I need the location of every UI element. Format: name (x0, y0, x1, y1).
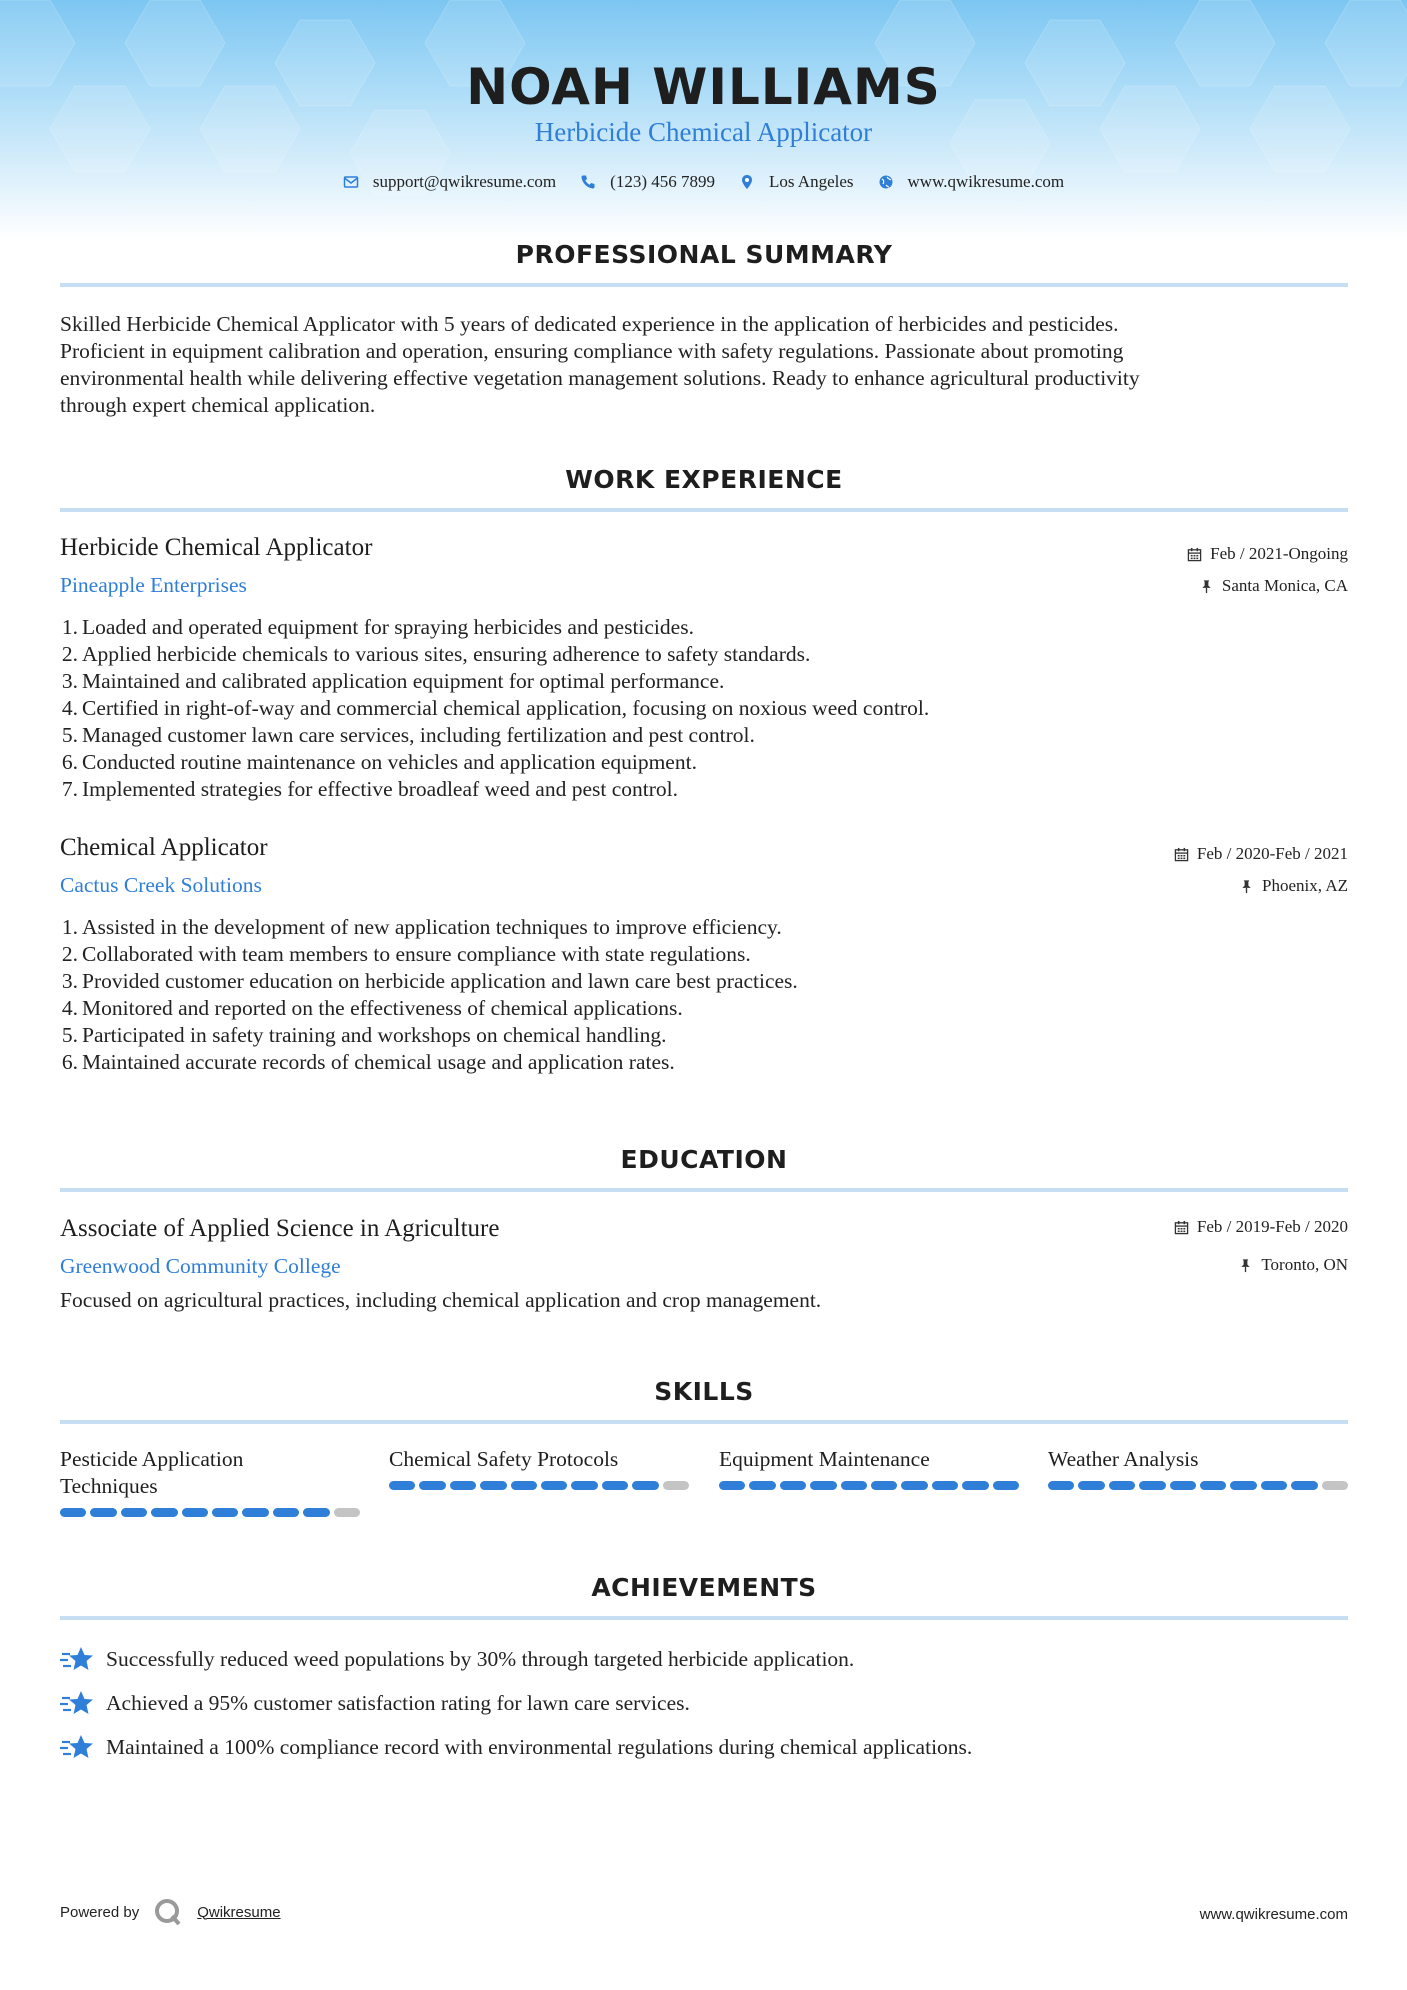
summary-text (60, 311, 1350, 419)
skill-item (1048, 1446, 1348, 1490)
skill-segment (303, 1508, 329, 1517)
skill-segment (242, 1508, 268, 1517)
skill-segment (212, 1508, 238, 1517)
company-name: Cactus Creek Solutions (60, 873, 262, 897)
list-item: 3. Provided customer education on herbicide application and lawn care best practices. (61, 969, 798, 993)
degree-title: Associate of Applied Science in Agriculture (60, 1215, 500, 1242)
company-name: Pineapple Enterprises (60, 573, 247, 597)
section-title-skills: SKILLS (654, 1377, 754, 1406)
divider (60, 1188, 1348, 1192)
brand-link[interactable]: Qwikresume (197, 1903, 281, 1921)
list-item: 5. Participated in safety training and workshops on chemical handling. (61, 1023, 667, 1047)
skill-segment (480, 1481, 506, 1490)
skill-name: Equipment Maintenance (719, 1447, 930, 1471)
location-text: Toronto, ON (1261, 1255, 1348, 1274)
skill-segment (1078, 1481, 1104, 1490)
phone-icon (580, 174, 596, 190)
divider (60, 508, 1348, 512)
footer-powered-by (60, 1897, 281, 1927)
contact-website[interactable] (878, 172, 1065, 192)
location-text: Phoenix, AZ (1262, 876, 1348, 895)
skill-segment (932, 1481, 958, 1490)
list-item: 5. Managed customer lawn care services, including fertilization and pest control. (61, 723, 755, 747)
dates-text: Feb / 2019-Feb / 2020 (1196, 1217, 1348, 1236)
education-location (1238, 1255, 1348, 1275)
skill-segment (334, 1508, 360, 1517)
section-title-summary: PROFESSIONAL SUMMARY (515, 240, 893, 269)
skill-segment (780, 1481, 806, 1490)
skill-segment (419, 1481, 445, 1490)
education-dates (1174, 1217, 1348, 1237)
skill-segment (60, 1508, 86, 1517)
skill-name: Weather Analysis (1048, 1447, 1199, 1471)
dates-text: Feb / 2021-Ongoing (1210, 544, 1348, 563)
summary-line: Proficient in equipment calibration and operation, ensuring compliance with safety regulations. Passionate about promoting (60, 339, 1124, 363)
powered-by-label: Powered by (60, 1903, 140, 1921)
skill-item (60, 1446, 360, 1517)
contact-bar (0, 172, 1407, 192)
skill-segment (719, 1481, 745, 1490)
skill-segment (810, 1481, 836, 1490)
achievement-text: Maintained a 100% compliance record with environmental regulations during chemical applications. (106, 1734, 973, 1759)
job-location (1239, 876, 1348, 896)
skill-segment (1322, 1481, 1348, 1490)
star-icon (60, 1689, 94, 1717)
list-item: 4. Certified in right-of-way and commercial chemical application, focusing on noxious weed control. (61, 696, 930, 720)
divider (60, 283, 1348, 287)
summary-line: Skilled Herbicide Chemical Applicator with 5 years of dedicated experience in the application of herbicides and pesticides. (60, 312, 1119, 336)
skill-segment (121, 1508, 147, 1517)
skill-item (389, 1446, 689, 1490)
dates-text: Feb / 2020-Feb / 2021 (1196, 844, 1348, 863)
job-location (1199, 576, 1348, 596)
email-text: support@qwikresume.com (372, 172, 557, 191)
location-text: Santa Monica, CA (1221, 576, 1348, 595)
summary-line: environmental health while delivering effective vegetation management solutions. Ready to enhance agricultural productivity (60, 366, 1140, 390)
pushpin-icon (1238, 1258, 1253, 1273)
pushpin-icon (1239, 879, 1254, 894)
job-dates (1174, 844, 1348, 864)
skill-level-bar (719, 1481, 1019, 1490)
skill-segment (151, 1508, 177, 1517)
section-title-education: EDUCATION (620, 1145, 788, 1174)
map-pin-icon (739, 174, 755, 190)
achievement-item (60, 1689, 690, 1717)
skill-segment (749, 1481, 775, 1490)
job-responsibilities (54, 914, 1254, 1076)
skill-segment (632, 1481, 658, 1490)
school-name: Greenwood Community College (60, 1254, 341, 1278)
pushpin-icon (1199, 579, 1214, 594)
skill-level-bar (1048, 1481, 1348, 1490)
skill-segment (450, 1481, 476, 1490)
skill-segment (511, 1481, 537, 1490)
footer-website-link[interactable]: www.qwikresume.com (1199, 1906, 1348, 1923)
achievement-item (60, 1733, 972, 1761)
skill-segment (1261, 1481, 1287, 1490)
candidate-name: NOAH WILLIAMS (466, 58, 941, 116)
education-description: Focused on agricultural practices, including chemical application and crop management. (60, 1288, 822, 1312)
skill-segment (1139, 1481, 1165, 1490)
envelope-icon (343, 174, 359, 190)
job-title: Chemical Applicator (60, 834, 268, 861)
list-item: 1. Loaded and operated equipment for spraying herbicides and pesticides. (61, 615, 694, 639)
skill-level-bar (60, 1508, 360, 1517)
phone-text: (123) 456 7899 (610, 172, 715, 191)
skill-segment (1109, 1481, 1135, 1490)
skill-segment (1291, 1481, 1317, 1490)
achievement-text: Successfully reduced weed populations by 30% through targeted herbicide application. (106, 1646, 855, 1671)
skill-segment (541, 1481, 567, 1490)
skill-name: Chemical Safety Protocols (389, 1447, 619, 1471)
skill-segment (182, 1508, 208, 1517)
job-dates (1187, 544, 1348, 564)
skill-name: Pesticide Application Techniques (60, 1447, 244, 1498)
contact-email[interactable] (343, 172, 556, 192)
divider (60, 1420, 1348, 1424)
contact-location (739, 172, 854, 192)
skill-segment (1200, 1481, 1226, 1490)
achievement-text: Achieved a 95% customer satisfaction rating for lawn care services. (106, 1690, 690, 1715)
list-item: 3. Maintained and calibrated application equipment for optimal performance. (61, 669, 725, 693)
job-responsibilities (54, 614, 1254, 803)
job-title: Herbicide Chemical Applicator (60, 534, 373, 561)
calendar-icon (1174, 847, 1189, 862)
skill-segment (901, 1481, 927, 1490)
candidate-role: Herbicide Chemical Applicator (534, 117, 873, 147)
skill-segment (871, 1481, 897, 1490)
contact-phone[interactable] (580, 172, 715, 192)
skill-segment (962, 1481, 988, 1490)
list-item: 4. Monitored and reported on the effectiveness of chemical applications. (61, 996, 683, 1020)
list-item: 7. Implemented strategies for effective broadleaf weed and pest control. (61, 777, 678, 801)
skill-segment (273, 1508, 299, 1517)
globe-icon (878, 174, 894, 190)
skill-segment (602, 1481, 628, 1490)
achievement-item (60, 1645, 854, 1673)
star-icon (60, 1645, 94, 1673)
star-icon (60, 1733, 94, 1761)
skill-segment (1048, 1481, 1074, 1490)
skill-segment (841, 1481, 867, 1490)
skill-segment (571, 1481, 597, 1490)
skill-segment (993, 1481, 1019, 1490)
summary-line: through expert chemical application. (60, 393, 376, 417)
qwikresume-logo-icon (153, 1897, 183, 1927)
divider (60, 1616, 1348, 1620)
list-item: 6. Maintained accurate records of chemical usage and application rates. (61, 1050, 675, 1074)
website-text: www.qwikresume.com (907, 172, 1065, 191)
list-item: 6. Conducted routine maintenance on vehicles and application equipment. (61, 750, 697, 774)
skill-level-bar (389, 1481, 689, 1490)
skill-segment (389, 1481, 415, 1490)
calendar-icon (1174, 1220, 1189, 1235)
skill-segment (1170, 1481, 1196, 1490)
list-item: 2. Applied herbicide chemicals to various sites, ensuring adherence to safety standards. (61, 642, 811, 666)
skill-item (719, 1446, 1019, 1490)
section-title-achievements: ACHIEVEMENTS (591, 1573, 817, 1602)
skill-segment (1230, 1481, 1256, 1490)
list-item: 2. Collaborated with team members to ensure compliance with state regulations. (61, 942, 751, 966)
section-title-experience: WORK EXPERIENCE (565, 465, 843, 494)
skill-segment (663, 1481, 689, 1490)
calendar-icon (1187, 547, 1202, 562)
location-text: Los Angeles (768, 172, 854, 191)
skill-segment (90, 1508, 116, 1517)
list-item: 1. Assisted in the development of new application techniques to improve efficiency. (61, 915, 782, 939)
